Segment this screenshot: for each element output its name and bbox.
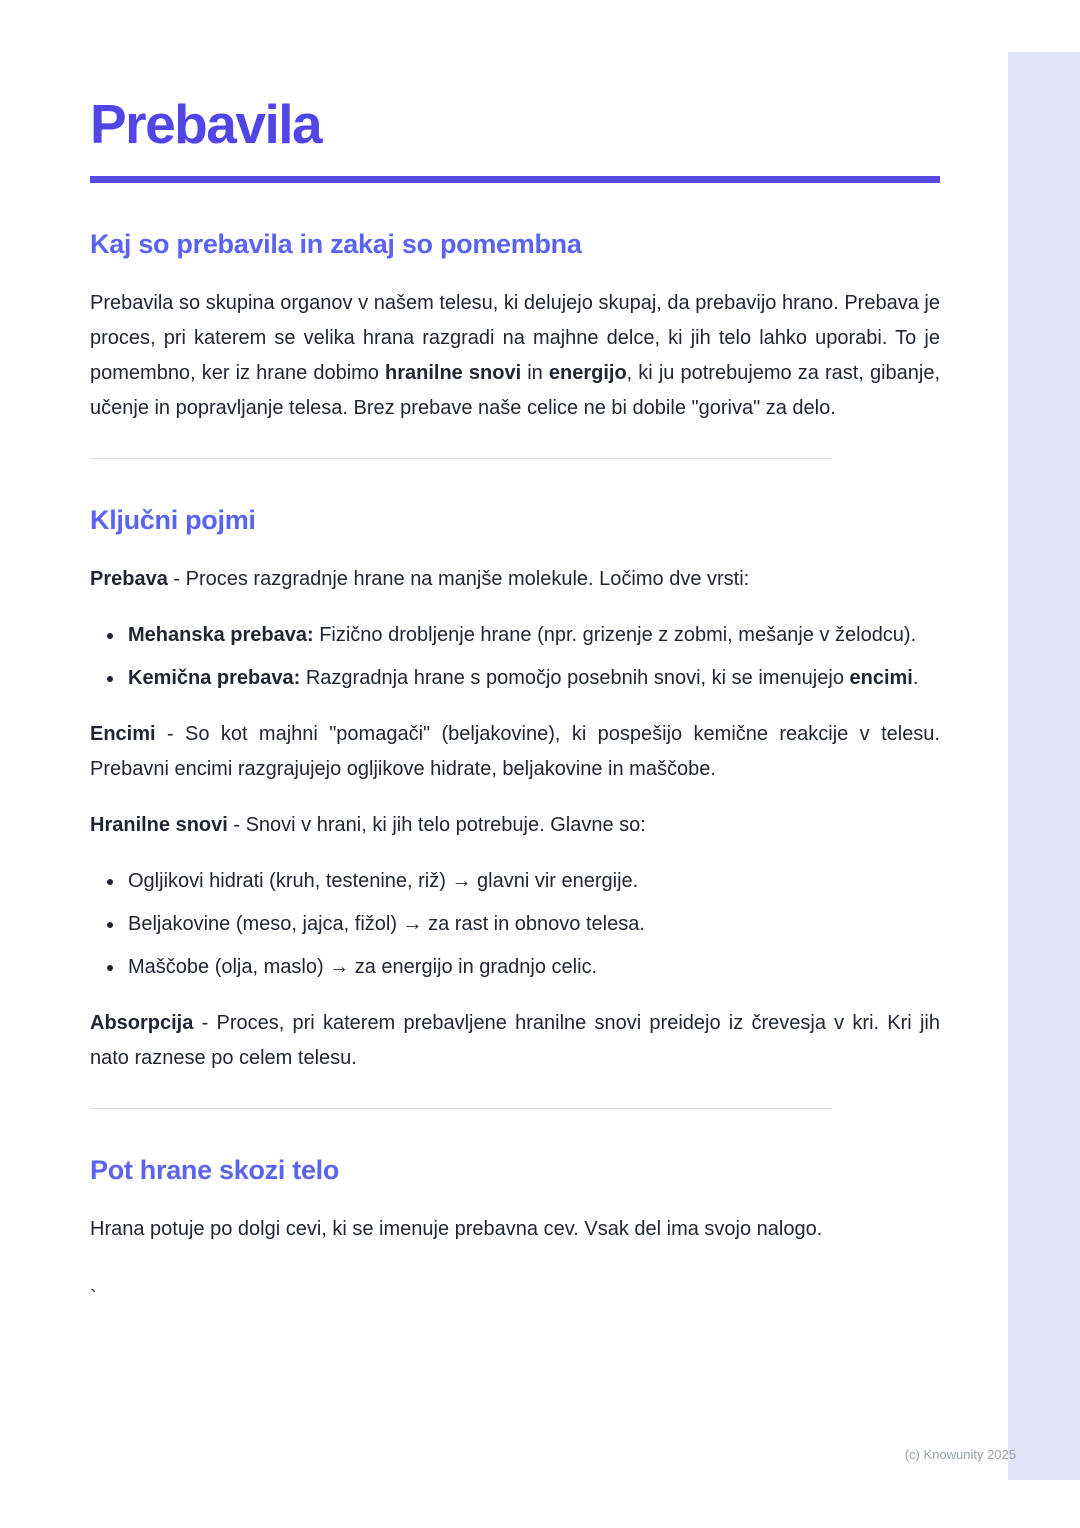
text: - Snovi v hrani, ki jih telo potrebuje. Glavne so: (227, 813, 646, 836)
section-kljucni-pojmi (90, 505, 940, 1076)
list-item (125, 618, 940, 653)
sections (90, 229, 940, 1247)
section-pot-hrane-skozi-telo (90, 1155, 940, 1247)
text: Razgradnja hrane s pomočjo posebnih snovi, ki se imenujejo (300, 666, 850, 689)
text: Hrana potuje po dolgi cevi, ki se imenuje prebavna cev. Vsak del ima svojo nalogo. (90, 1217, 823, 1240)
text: Prebavila so skupina organov v našem telesu, ki delujejo skupaj, da prebavijo hrano. Prebava je proces, pri katerem se velika hrana razgradi na majhne delce, ki jih telo lahko uporabi. To je pomembno, ker iz hrane dobimo (90, 291, 940, 384)
paragraph (90, 562, 940, 597)
text: . (912, 666, 919, 689)
section-divider (90, 458, 832, 459)
bullet-list (90, 864, 940, 985)
list-item (125, 907, 940, 942)
paragraph (90, 286, 940, 426)
paragraph (90, 808, 940, 843)
bold-text: Encimi (90, 722, 156, 745)
bold-text: Absorpcija (90, 1011, 194, 1034)
bold-text: Prebava (90, 567, 168, 590)
list-item (125, 864, 940, 899)
text: in (521, 361, 549, 384)
section-heading: Ključni pojmi (90, 504, 256, 535)
text: - Proces, pri katerem prebavljene hranilne snovi preidejo iz črevesja v kri. Kri jih nato raznese po celem telesu. (90, 1011, 940, 1069)
text: , ki ju potrebujemo za rast, gibanje, učenje in popravljanje telesa. Brez prebave naše celice ne bi dobile "goriva" za delo. (90, 361, 940, 419)
bold-text: encimi (849, 666, 913, 689)
section-divider (90, 1108, 832, 1109)
bold-text: Mehanska prebava: (128, 623, 314, 646)
bold-text: hranilne snovi (385, 361, 522, 384)
page-title: Prebavila (90, 93, 322, 155)
section-heading: Kaj so prebavila in zakaj so pomembna (90, 228, 582, 259)
list-item (125, 661, 940, 696)
text: Fizično drobljenje hrane (npr. grizenje z zobmi, mešanje v želodcu). (313, 623, 917, 646)
bullet-list (90, 618, 940, 696)
text: Beljakovine (meso, jajca, fižol) → za rast in obnovo telesa. (128, 912, 645, 935)
text: Ogljikovi hidrati (kruh, testenine, riž) → glavni vir energije. (128, 869, 639, 892)
list-item (125, 950, 940, 985)
bold-text: Hranilne snovi (90, 813, 228, 836)
copyright-notice: (c) Knowunity 2025 (904, 1447, 1016, 1462)
section-heading: Pot hrane skozi telo (90, 1154, 340, 1185)
title-rule (90, 176, 940, 183)
bold-text: Kemična prebava: (128, 666, 301, 689)
text: - Proces razgradnje hrane na manjše molekule. Ločimo dve vrsti: (167, 567, 750, 590)
section-kaj-so-prebavila (90, 229, 940, 426)
paragraph (90, 1212, 940, 1247)
text: Maščobe (olja, maslo) → za energijo in gradnjo celic. (128, 955, 598, 978)
bold-text: energijo (548, 361, 627, 384)
text: - So kot majhni "pomagači" (beljakovine), ki pospešijo kemične reakcije v telesu. Prebavni encimi razgrajujejo ogljikove hidrate, beljakovine in maščobe. (90, 722, 940, 780)
stray-mark: ` (90, 1286, 97, 1309)
paragraph (90, 1006, 940, 1076)
paragraph (90, 717, 940, 787)
